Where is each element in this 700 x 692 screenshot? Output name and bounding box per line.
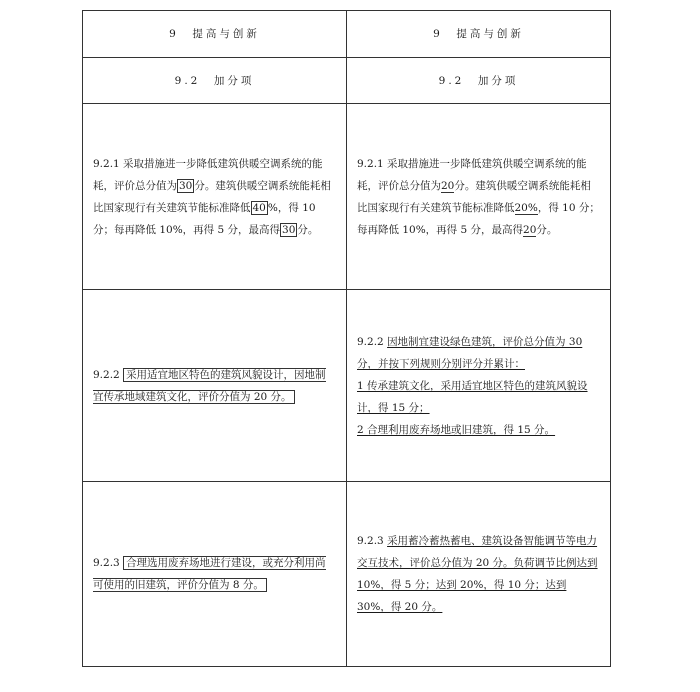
text-segment: %，得 10 分；每再降低 10%，再得 5 分，最高得 bbox=[93, 201, 316, 236]
item-921-row bbox=[83, 104, 611, 290]
clause-number: 9.2.2 bbox=[93, 368, 120, 381]
underlined-clause-text: 采用蓄冷蓄热蓄电、建筑设备智能调节等电力交互技术，评价总分值为 20 分。负荷调节比例达到 10%，得 5 分；达到 20%，得 10 分；达到 30%，得 20 分。 bbox=[357, 535, 598, 613]
underlined-value: 20% bbox=[514, 201, 538, 214]
boxed-value: 40 bbox=[252, 201, 266, 214]
right-item-923-text bbox=[357, 530, 600, 618]
right-item-923 bbox=[347, 482, 611, 667]
underlined-clause-text: 因地制宜建设绿色建筑，评价总分值为 30 分，并按下列规则分别评分并累计： bbox=[357, 335, 583, 370]
right-item-922-text bbox=[357, 331, 600, 441]
clause-number: 9.2.3 bbox=[357, 535, 384, 547]
right-item-921 bbox=[347, 104, 611, 290]
underlined-value: 20 bbox=[523, 223, 537, 236]
item-922-row bbox=[83, 290, 611, 482]
text-segment: 分。建筑供暖空调系统能耗相比国家现行有关建筑节能标准降低 bbox=[93, 179, 331, 214]
left-item-922-text bbox=[93, 364, 336, 408]
underlined-value: 20 bbox=[441, 179, 455, 192]
left-section-title: 9 提高与创新 bbox=[83, 11, 347, 58]
right-subsection-title: 9.2 加分项 bbox=[347, 58, 611, 104]
right-item-922 bbox=[347, 290, 611, 482]
right-section-title: 9 提高与创新 bbox=[347, 11, 611, 58]
left-item-923-text bbox=[93, 552, 336, 596]
text-segment: 9.2.1 采取措施进一步降低建筑供暖空调系统的能耗，评价总分值为 bbox=[93, 157, 323, 192]
text-segment: 分。 bbox=[297, 223, 319, 236]
clause-number: 9.2.2 bbox=[357, 335, 384, 348]
boxed-clause-text: 采用适宜地区特色的建筑风貌设计，因地制宜传承地域建筑文化，评价分值为 20 分。 bbox=[93, 368, 326, 403]
left-item-921 bbox=[83, 104, 347, 290]
underlined-clause-text: 2 合理利用废弃场地或旧建筑，得 15 分。 bbox=[357, 423, 556, 436]
text-segment: 分。建筑供暖空调系统能耗相比国家现行有关建筑节能标准降低 bbox=[357, 179, 591, 214]
left-item-921-text bbox=[93, 153, 336, 241]
underlined-clause-text: 1 传承建筑文化，采用适宜地区特色的建筑风貌设计，得 15 分； bbox=[357, 379, 588, 414]
right-item-921-text bbox=[357, 153, 600, 241]
subsection-title-row bbox=[83, 58, 611, 104]
item-923-row bbox=[83, 482, 611, 667]
left-subsection-title: 9.2 加分项 bbox=[83, 58, 347, 104]
boxed-value: 30 bbox=[179, 179, 193, 192]
text-segment: 9.2.1 采取措施进一步降低建筑供暖空调系统的能耗，评价总分值为 bbox=[357, 157, 587, 192]
text-segment: 分。 bbox=[536, 223, 558, 236]
comparison-table bbox=[82, 10, 611, 667]
boxed-clause-text: 合理选用废弃场地进行建设，或充分利用尚可使用的旧建筑，评价分值为 8 分。 bbox=[93, 557, 326, 591]
left-item-923 bbox=[83, 482, 347, 667]
clause-number: 9.2.3 bbox=[93, 557, 120, 569]
left-item-922 bbox=[83, 290, 347, 482]
text-segment: ，得 10 分；每再降低 10%，再得 5 分，最高得 bbox=[357, 201, 600, 236]
section-title-row bbox=[83, 11, 611, 58]
boxed-value: 30 bbox=[282, 223, 296, 236]
